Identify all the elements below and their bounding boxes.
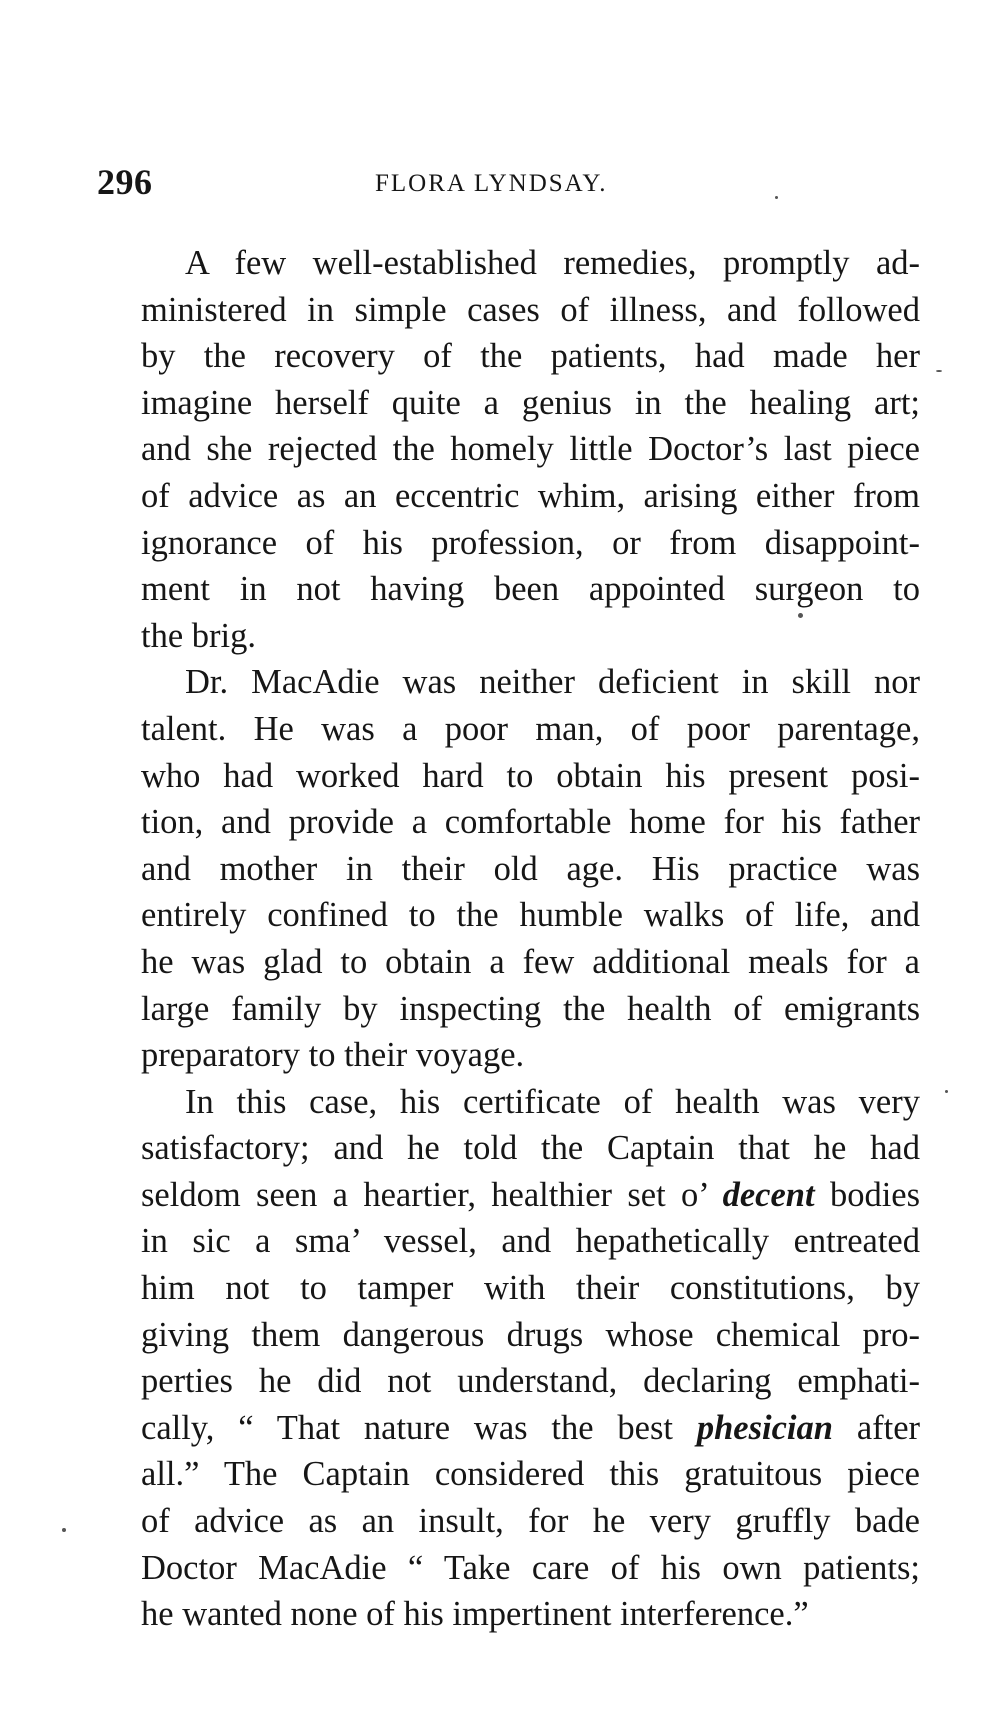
text-segment: bodies [829,1175,921,1214]
text-line: perties he did not understand, declaring emphati- [141,1362,920,1401]
text-line: he was glad to obtain a few additional meals for a [141,942,920,981]
text-line: all.” The Captain considered this gratuitous piece [141,1455,920,1494]
text-line: large family by inspecting the health of emigrants [141,989,920,1028]
text-line: and mother in their old age. His practice was [141,849,920,888]
paragraph-3 [97,1079,920,1638]
text-line: Dr. MacAdie was neither deficient in skill nor [185,663,920,702]
text-line: of advice as an insult, for he very gruffly bade [141,1502,920,1541]
page-number: 296 [97,162,153,202]
scan-speck [945,1090,948,1093]
scan-speck [798,613,803,618]
text-line: the brig. [141,616,256,655]
text-segment: seldom seen a heartier, healthier set o’ [141,1175,708,1214]
text-line: imagine herself quite a genius in the healing art; [141,383,920,422]
text-line: In this case, his certificate of health was very [185,1082,920,1121]
scan-speck [936,370,942,372]
italic-word: phesician [696,1408,833,1447]
text-line: him not to tamper with their constitutions, by [141,1269,920,1308]
text-line: talent. He was a poor man, of poor parentage, [141,709,920,748]
text-line: by the recovery of the patients, had made her [141,337,920,376]
text-line: entirely confined to the humble walks of life, and [141,896,920,935]
text-line: of advice as an eccentric whim, arising either from [141,476,920,515]
text-segment: after [856,1408,921,1447]
text-line: ment in not having been appointed surgeon to [141,570,920,609]
text-line [97,1172,920,1219]
text-line: ignorance of his profession, or from disappoint- [141,523,920,562]
text-line: preparatory to their voyage. [141,1036,525,1075]
text-line: he wanted none of his impertinent interference.” [141,1595,809,1634]
paragraph-1 [97,240,920,659]
text-line: giving them dangerous drugs whose chemical pro- [141,1315,920,1354]
text-line [97,1405,920,1452]
italic-word: decent [722,1175,815,1214]
paragraph-2 [97,659,920,1078]
text-line: satisfactory; and he told the Captain that he had [141,1129,920,1168]
text-line: who had worked hard to obtain his present posi- [141,756,920,795]
text-line: ministered in simple cases of illness, and followed [141,290,920,329]
text-line: in sic a sma’ vessel, and hepathetically entreated [141,1222,920,1261]
text-line: tion, and provide a comfortable home for his father [141,803,920,842]
scan-speck [62,1528,66,1532]
running-head [97,160,920,204]
text-line: A few well-established remedies, promptly ad- [185,244,920,282]
scan-speck [775,196,778,199]
text-line: and she rejected the homely little Doctor’s last piece [141,430,920,469]
text-segment: cally, “ That nature was the best [141,1408,673,1447]
body-text [97,240,920,1638]
running-title: FLORA LYNDSAY. [375,170,608,197]
text-line: Doctor MacAdie “ Take care of his own patients; [141,1548,920,1587]
